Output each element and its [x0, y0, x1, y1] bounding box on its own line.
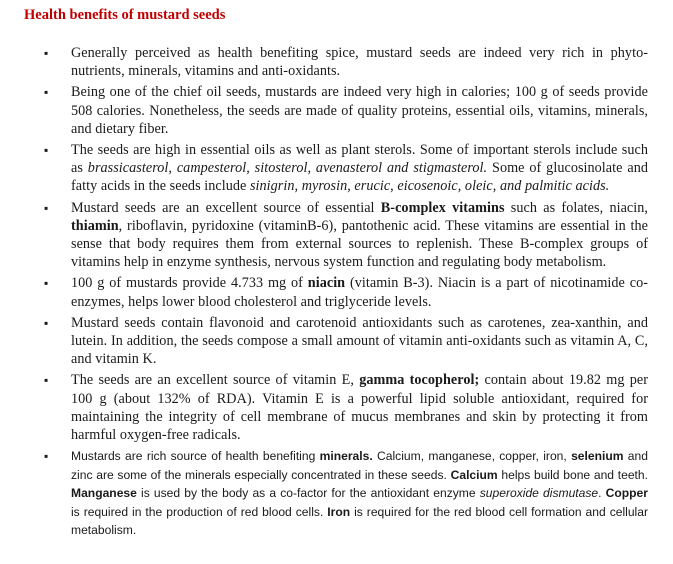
bullet-icon: ▪ — [44, 143, 49, 158]
text-segment: Some of glucosinolate and fatty acids in the seeds include — [71, 160, 648, 195]
bold-text: niacin — [307, 275, 346, 292]
bullet-icon: ▪ — [44, 200, 49, 215]
text-segment: Generally perceived as health benefiting spice, mustard seeds are indeed very rich in phyto-nutrients, minerals, vitamins and anti-oxidants. — [71, 45, 648, 80]
list-item — [0, 274, 673, 310]
bullet-icon: ▪ — [44, 315, 49, 330]
text-segment: is required for the red blood cell formation and cellular metabolism. — [71, 504, 649, 538]
bold-text: B-complex vitamins — [380, 199, 505, 216]
text-segment: is used by the body as a co-factor for the antioxidant enzyme — [136, 486, 480, 501]
bullet-icon: ▪ — [44, 85, 49, 100]
bold-text: Iron — [327, 504, 351, 519]
bullet-icon: ▪ — [44, 449, 49, 464]
bold-text: gamma tocopherol; — [359, 372, 480, 389]
text-segment: Being one of the chief oil seeds, mustards are indeed very high in calories; 100 g of seeds provide 508 calories. Nonetheless, the seeds are made of quality proteins, essential oils, vitamins, minerals, and dietary fiber. — [71, 84, 648, 137]
text-segment: Mustards are rich source of health benefiting — [71, 449, 320, 464]
text-segment: Mustard seeds are an excellent source of essential — [71, 199, 381, 216]
list-item — [0, 199, 673, 272]
bold-text: Calcium — [450, 467, 498, 482]
bullet-icon: ▪ — [44, 46, 49, 60]
list-item — [0, 44, 673, 80]
bold-text: minerals. — [319, 449, 373, 464]
list-item — [0, 371, 673, 444]
bold-text: selenium — [571, 449, 624, 464]
text-segment: and zinc are some of the minerals especially concentrated in these seeds. — [71, 449, 648, 482]
text-segment: contain about 19.82 mg per 100 g (about 132% of RDA). Vitamin E is a powerful lipid soluble antioxidant, required for maintaining the integrity of cell membrane of mucus membranes and skin by protecting it from harmful oxygen-free radicals. — [71, 372, 648, 444]
list-item — [0, 141, 673, 196]
text-segment: such as folates, niacin, — [504, 199, 648, 216]
benefits-list — [0, 44, 673, 543]
page-title: Health benefits of mustard seeds — [24, 7, 226, 23]
bullet-icon: ▪ — [44, 276, 49, 291]
list-item — [0, 314, 673, 369]
bold-text: thiamin — [71, 217, 119, 234]
list-item — [0, 83, 673, 138]
text-segment: Calcium, manganese, copper, iron, — [372, 449, 572, 464]
text-segment: . — [598, 486, 606, 501]
italic-text: superoxide dismutase — [479, 486, 599, 501]
italic-text: brassicasterol, campesterol, sitosterol, avenasterol and stigmasterol. — [87, 160, 488, 177]
text-segment: helps build bone and teeth. — [497, 467, 648, 482]
bold-text: Copper — [605, 486, 648, 501]
text-segment: Mustard seeds contain flavonoid and carotenoid antioxidants such as carotenes, zea-xanthin, and lutein. In addition, the seeds compose a small amount of vitamin anti-oxidants such as vitamin A, C, and vitamin K. — [71, 314, 648, 368]
text-segment: 100 g of mustards provide 4.733 mg of — [71, 275, 308, 292]
bold-text: Manganese — [71, 486, 137, 501]
bullet-icon: ▪ — [44, 373, 49, 388]
text-segment: (vitamin B-3). Niacin is a part of nicotinamide co-enzymes, helps lower blood cholesterol and triglyceride levels. — [71, 275, 648, 310]
italic-text: sinigrin, myrosin, erucic, eicosenoic, oleic, and palmitic acids. — [249, 178, 610, 195]
list-item — [0, 447, 673, 540]
text-segment: is required in the production of red blood cells. — [71, 504, 328, 519]
text-segment: The seeds are high in essential oils as well as plant sterols. Some of important sterols include such as — [71, 142, 648, 177]
text-segment: , riboflavin, pyridoxine (vitaminB-6), pantothenic acid. These vitamins are essential in the sense that body requires them from external sources to replenish. These B-complex groups of vitamins help in enzyme synthesis, nervous system function and regulating body metabolism. — [71, 217, 648, 271]
text-segment: The seeds are an excellent source of vitamin E, — [71, 372, 360, 389]
